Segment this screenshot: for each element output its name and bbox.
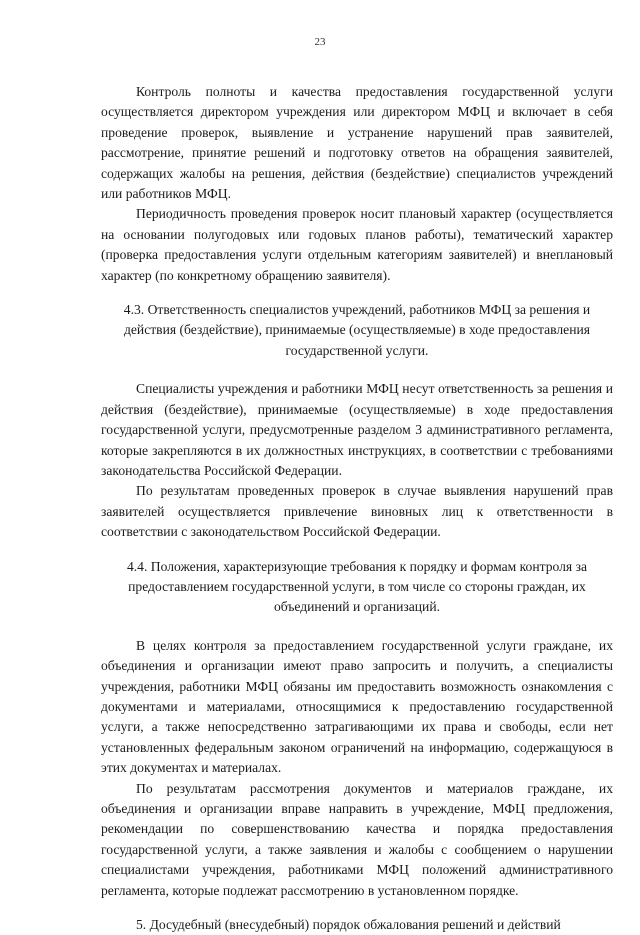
paragraph-citizens-control: В целях контроля за предоставлением государственной услуги граждане, их объединения и организации имеют право запросить и получить, а специалисты учреждения, работники МФЦ обязаны им предоставить возможность ознакомления с документами и материалами, относящимися к предоставлению государственной услуги, а также непосредственно затрагивающими их права и свободы, если нет установленных федеральным законом ограничений на информацию, содержащуюся в этих документах и материалах. (101, 637, 613, 776)
document-body (101, 82, 613, 935)
paragraph-citizens-proposals: По результатам рассмотрения документов и материалов граждане, их объединения и организации вправе направить в учреждение, МФЦ предложения, рекомендации по совершенствованию качества и порядка предоставления государственной услуги, а также заявления и жалобы с сообщением о нарушении специалистами учреждения, работниками МФЦ положений административного регламента, которые подлежат рассмотрению в установленном порядке. (101, 780, 613, 898)
page-number: 23 (314, 36, 326, 48)
section-heading-4-4: 4.4. Положения, характеризующие требования к порядку и формам контроля за предоставлением государственной услуги, в том числе со стороны граждан, их объединений и организаций. (126, 558, 587, 615)
section-heading-4-3: 4.3. Ответственность специалистов учреждений, работников МФЦ за решения и действия (бездействие), принимаемые (осуществляемые) в ходе предоставления государственной услуги. (123, 302, 591, 358)
paragraph-inspection-results: По результатам проведенных проверок в случае выявления нарушений прав заявителей осуществляется привлечение виновных лиц к ответственности в соответствии с законодательством Российской Федерации. (101, 483, 613, 540)
paragraph-inspection-periodicity: Периодичность проведения проверок носит плановый характер (осуществляется на основании полугодовых или годовых планов работы), тематический характер (проверка предоставления услуги отдельным категориям заявителей) и внеплановый характер (по конкретному обращению заявителя). (101, 206, 613, 283)
section-heading-5: 5. Досудебный (внесудебный) порядок обжалования решений и действий (136, 917, 561, 933)
paragraph-control-completeness: Контроль полноты и качества предоставления государственной услуги осуществляется директором учреждения или директором МФЦ и включает в себя проведение проверок, выявление и устранение нарушений прав заявителей, рассмотрение, принятие решений и подготовку ответов на обращения заявителей, содержащих жалобы на решения, действия (бездействие) специалистов учреждений или работников МФЦ. (101, 84, 613, 202)
paragraph-specialists-responsibility: Специалисты учреждения и работники МФЦ несут ответственность за решения и действия (бездействие), принимаемые (осуществляемые) в ходе предоставления государственной услуги, предусмотренные разделом 3 административного регламента, которые закрепляются в их должностных инструкциях, в соответствии с требованиями законодательства Российской Федерации. (101, 381, 613, 478)
